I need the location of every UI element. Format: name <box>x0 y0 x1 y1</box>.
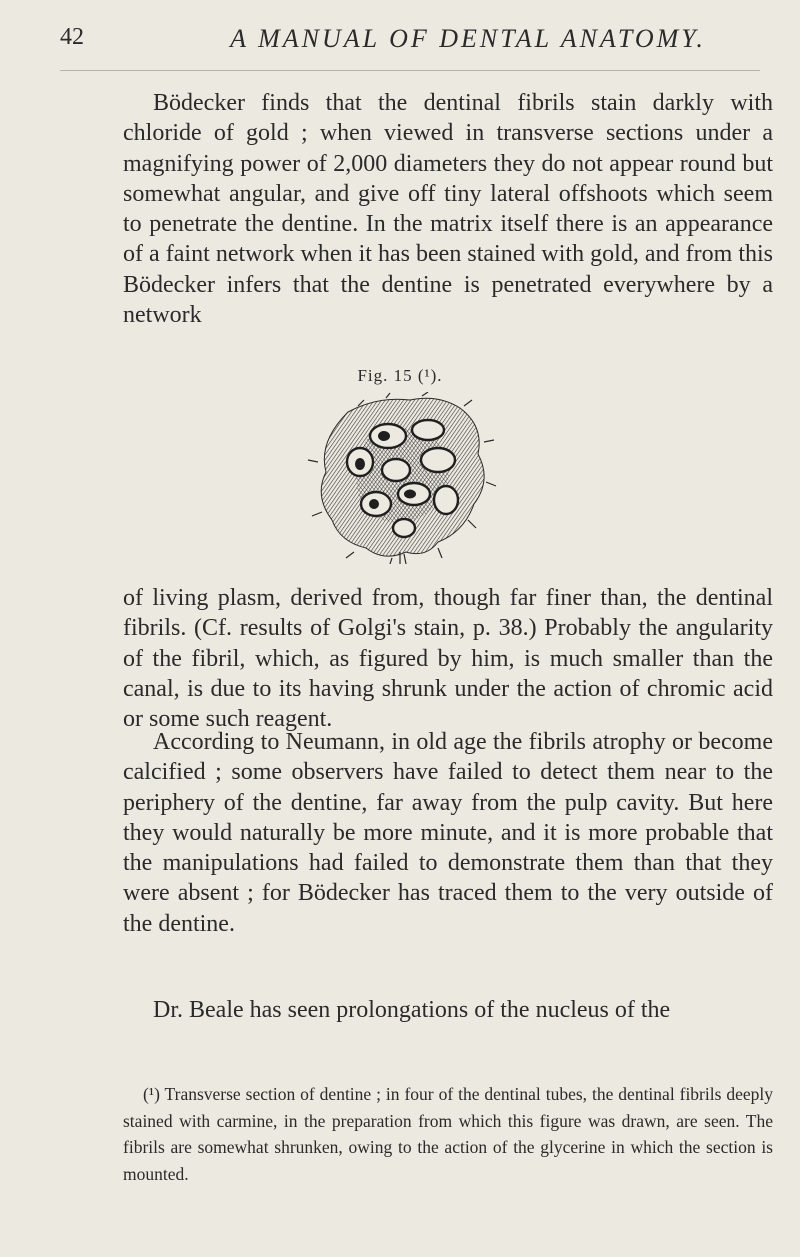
footnote-marker: (¹) <box>143 1084 160 1104</box>
header-rule <box>60 70 760 71</box>
footnote-text: Transverse section of dentine ; in four of the dentinal tubes, the dentinal fibrils deeply stained with carmine, in the preparation from which this figure was drawn, are seen. The fibrils are somewhat shrunken, owing to the action of the glycerine in which the section is mounted. <box>123 1084 774 1184</box>
page-header <box>60 24 760 64</box>
running-title: A MANUAL OF DENTAL ANATOMY. <box>230 24 706 53</box>
dentine-cross-section-figure <box>288 392 512 564</box>
footnote <box>123 1081 773 1187</box>
figure-caption: Fig. 15 (¹). <box>357 366 443 385</box>
page-number: 42 <box>60 24 84 50</box>
paragraph-3: According to Neumann, in old age the fibrils atrophy or become calcified ; some observers have failed to detect them near to the periphery of the dentine, far away from the pulp cavity. But here they would naturally be more minute, and it is more probable that the manipulations had failed to demonstrate them than that they were absent ; for Bödecker has traced them to the very outside of the dentine. <box>123 729 773 937</box>
paragraph-1: Bödecker finds that the dentinal fibrils stain darkly with chloride of gold ; when viewed in transverse sections under a magnifying power of 2,000 diameters they do not appear round but somewhat angular, and give off tiny lateral offshoots which seem to penetrate the dentine. In the matrix itself there is an appearance of a faint network when it has been stained with gold, and from this Bödecker infers that the dentine is penetrated everywhere by a network <box>123 90 773 329</box>
paragraph-2: of living plasm, derived from, though far finer than, the dentinal fibrils. (Cf. results of Golgi's stain, p. 38.) Probably the angularity of the fibril, which, as figured by him, is much smaller than the canal, is due to its having shrunk under the action of chromic acid or some such reagent. <box>123 585 773 733</box>
paragraph-4: Dr. Beale has seen prolongations of the nucleus of the <box>153 997 671 1023</box>
